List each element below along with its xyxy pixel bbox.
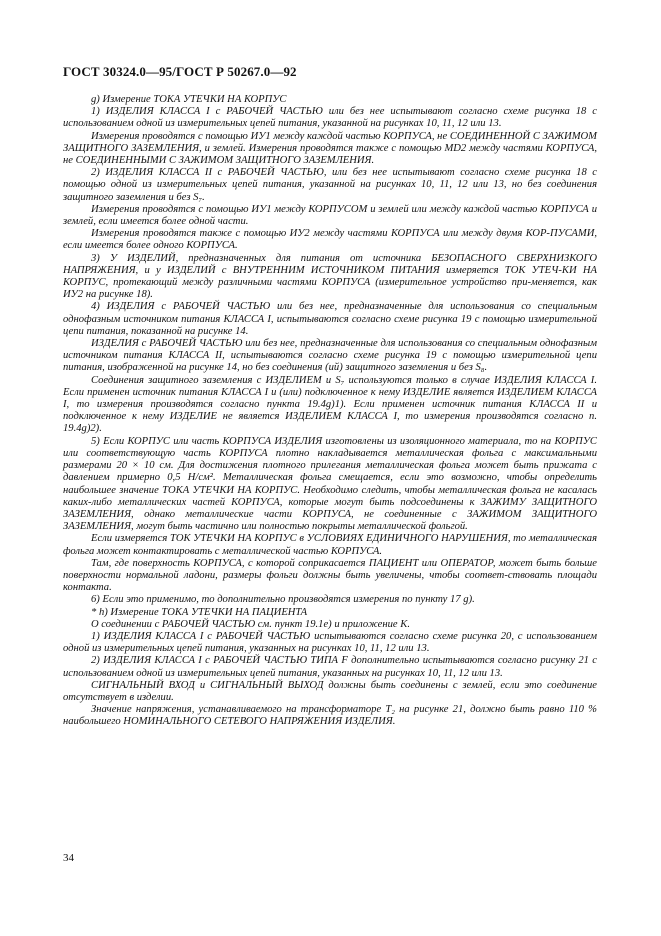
paragraph: * h) Измерение ТОКА УТЕЧКИ НА ПАЦИЕНТА [91,606,308,618]
paragraph: 2) ИЗДЕЛИЯ КЛАССА II с РАБОЧЕЙ ЧАСТЬЮ, или без нее испытывают согласно схеме рисунка 18 с помощью одной из измерительных цепей питания, указанной на рисунках 10, 11, 12 или 13, но без соединения защитного заземления и без S₇. [63,167,597,203]
document-header: ГОСТ 30324.0—95/ГОСТ Р 50267.0—92 [63,64,297,79]
page-number: 34 [63,852,74,864]
paragraph: Значение напряжения, устанавливаемого на трансформаторе T₂ на рисунке 21, должно быть равно 110 % наибольшего НОМИНАЛЬНОГО СЕТЕВОГО НАПРЯЖЕНИЯ ИЗДЕЛИЯ. [63,704,597,728]
paragraph: Там, где поверхность КОРПУСА, с которой соприкасается ПАЦИЕНТ или ОПЕРАТОР, может быть больше поверхности нормальной ладони, размеры фольги должны быть увеличены, чтобы соответ-ствовать площади контакта. [63,557,597,594]
paragraph: g) Измерение ТОКА УТЕЧКИ НА КОРПУС [91,94,287,105]
paragraph: ИЗДЕЛИЯ с РАБОЧЕЙ ЧАСТЬЮ или без нее, предназначенные для использования со специальным однофазным источником питания КЛАССА II, испытываются согласно схеме рисунка 19 с помощью измерительной цепи питания, изображенной на рисунке 14, но без соединения (ий) защитного заземления и без S₈. [63,338,597,374]
paragraph: 1) ИЗДЕЛИЯ КЛАССА I с РАБОЧЕЙ ЧАСТЬЮ испытываются согласно схеме рисунка 20, с использованием одной из измерительных цепей питания, указанных на рисунках 10, 11, 12 или 13. [63,630,597,655]
paragraph: Если измеряется ТОК УТЕЧКИ НА КОРПУС в УСЛОВИЯХ ЕДИНИЧНОГО НАРУШЕНИЯ, то металлическая фольга может контактировать с металлической частью КОРПУСА. [63,533,597,557]
paragraph: Соединения защитного заземления с ИЗДЕЛИЕМ и S₇ используются только в случае ИЗДЕЛИЯ КЛАССА I. Если применен источник питания КЛАССА I и (или) подключенное к нему ИЗДЕЛИЕ является ИЗДЕЛИЕМ КЛАССА I, то измерения производятся согласно пункта 19.4g)1). Если применен источник питания КЛАССА II и подключенное к нему ИЗДЕЛИЕ не является ИЗДЕЛИЕМ КЛАССА I, то измерения производятся согласно п. 19.4g)2). [63,374,597,435]
paragraph: Измерения проводятся также с помощью ИУ2 между частями КОРПУСА или между двумя КОР-ПУСАМИ, если имеется более одного КОРПУСА. [63,228,597,252]
paragraph: 2) ИЗДЕЛИЯ КЛАССА I с РАБОЧЕЙ ЧАСТЬЮ ТИПА F дополнительно испытываются согласно рисунку 21 с использованием одной из измерительных цепей питания, указанных на рисунках 10, 11, 12 или 13. [63,655,597,679]
paragraph: 5) Если КОРПУС или часть КОРПУСА ИЗДЕЛИЯ изготовлены из изоляционного материала, то на КОРПУС или соответствующую часть КОРПУСА плотно накладывается металлическая фольга с максимальными размерами 20 × 10 см. Для достижения плотного прилегания металлическая фольга может быть прижата с давлением примерно 0,5 Н/см². Металлическая фольга смещается, если это возможно, чтобы определить наибольшее значение ТОКА УТЕЧКИ НА КОРПУС. Необходимо следить, чтобы металлическая фольга не касалась каких-либо металлических частей КОРПУСА, которые могут быть подсоединены к ЗАЖИМУ ЗАЩИТНОГО ЗАЗЕМЛЕНИЯ, однако металлические части КОРПУСА, не соединенные с ЗАЖИМОМ ЗАЩИТНОГО ЗАЗЕМЛЕНИЯ, могут быть частично или полностью покрыты металлической фольгой. [63,435,597,533]
paragraph: Измерения проводятся с помощью ИУ1 между КОРПУСОМ и землей или между каждой частью КОРПУСА и землей, если имеется более одной части. [63,203,597,228]
paragraph: 4) ИЗДЕЛИЯ с РАБОЧЕЙ ЧАСТЬЮ или без нее, предназначенные для использования со специальным однофазным источником питания КЛАССА I, испытываются согласно схеме рисунка 19 с помощью измерительной цепи питания, показанной на рисунке 14. [63,301,597,337]
document-body [63,94,597,729]
paragraph: 1) ИЗДЕЛИЯ КЛАССА I с РАБОЧЕЙ ЧАСТЬЮ или без нее испытывают согласно схеме рисунка 18 с использованием одной из измерительных цепей питания, указанной на рисунках 10, 11, 12 или 13. [63,106,597,130]
paragraph: О соединении с РАБОЧЕЙ ЧАСТЬЮ см. пункт 19.1e) и приложение K. [91,618,411,630]
paragraph: СИГНАЛЬНЫЙ ВХОД и СИГНАЛЬНЫЙ ВЫХОД должны быть соединены с землей, если это соединение отсутствует в изделии. [63,679,597,703]
paragraph: Измерения проводятся с помощью ИУ1 между каждой частью КОРПУСА, не СОЕДИНЕННОЙ С ЗАЖИМОМ ЗАЩИТНОГО ЗАЗЕМЛЕНИЯ, и землей. Измерения проводятся также с помощью MD2 между частями КОРПУСА, не СОЕДИНЕННЫМИ С ЗАЖИМОМ ЗАЩИТНОГО ЗАЗЕМЛЕНИЯ. [63,130,597,167]
paragraph: 6) Если это применимо, то дополнительно производятся измерения по пункту 17 g). [91,594,475,606]
paragraph: 3) У ИЗДЕЛИЙ, предназначенных для питания от источника БЕЗОПАСНОГО СВЕРХНИЗКОГО НАПРЯЖЕНИЯ, и у ИЗДЕЛИЙ с ВНУТРЕННИМ ИСТОЧНИКОМ ПИТАНИЯ измеряется ТОК УТЕЧ-КИ НА КОРПУС, протекающий между различными частями КОРПУСА (измерительное устройство при-меняется, как ИУ2 на рисунке 18). [63,252,597,301]
